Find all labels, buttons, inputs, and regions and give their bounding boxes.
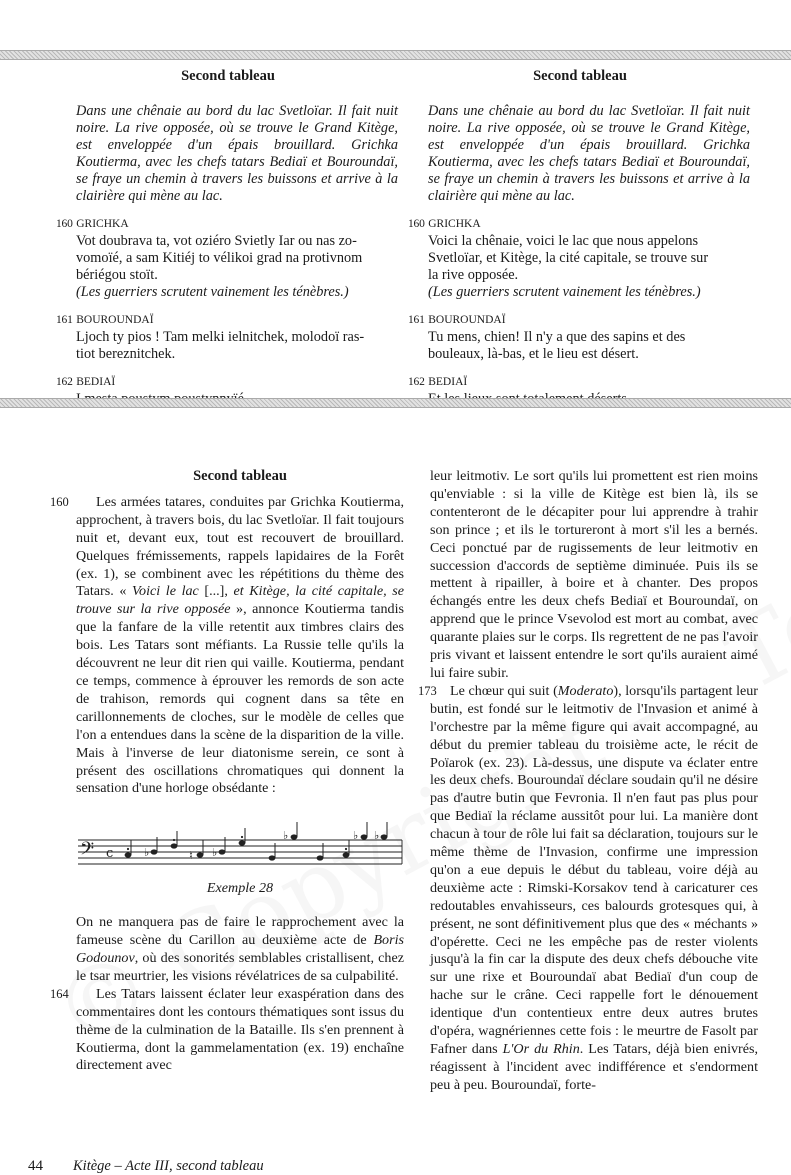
libretto-left-entry-160 xyxy=(56,215,400,301)
stage-direction-line: (Les guerriers scrutent vainement les ténèbres.) xyxy=(76,284,349,300)
sung-line: tiot bereznitchek. xyxy=(76,346,176,362)
margin-number: 173 xyxy=(418,683,437,698)
libretto-right-column xyxy=(408,68,752,408)
entry-number: 162 xyxy=(56,376,73,388)
sung-line: vomoïé, a sam Kitiéj to vélikoi grad na protivnom xyxy=(76,250,363,266)
libretto-right-entry-161 xyxy=(408,311,752,363)
sung-line: Tu mens, chien! Il n'y a que des sapins et des xyxy=(428,329,686,345)
libretto-right-stage-direction: Dans une chênaie au bord du lac Svetloïar. Il fait nuit noire. La rive opposée, où se trouve le Grand Kitège, est enveloppée d'un épais brouillard. Grichka Koutierma, avec les chefs tatars Bediaï et Bouroundaï, se fraye un chemin à travers les buissons et arrive à la clairière qui mène au lac. xyxy=(428,103,750,204)
sung-line: Svetloïar, et Kitège, la cité capitale, se trouve sur xyxy=(428,250,709,266)
speaker-name: GRICHKA xyxy=(76,218,129,230)
svg-text:♭: ♭ xyxy=(212,847,218,860)
sung-line: Voici la chênaie, voici le lac que nous appelons xyxy=(428,233,699,249)
speaker-name: BEDIAÏ xyxy=(428,376,468,388)
sung-line: la rive opposée. xyxy=(428,267,519,283)
sung-line: Ljoch ty pios ! Tam melki ielnitchek, molodoï ras- xyxy=(76,329,365,345)
commentary-paragraph-164: 164 Les Tatars laissent éclater leur exaspération dans des commentaires dont les contours thématiques sont issus du thème de la culmination de la Bataille. Ils s'en prennent à Koutierma, dont la gammelamentation (ex. 19) enchaîne directement avec xyxy=(76,986,404,1076)
commentary-paragraph-leitmotiv: leur leitmotiv. Le sort qu'ils lui promettent est rien moins qu'enviable : si la ville de Kitège est bien là, ils se contenteront de le décapiter pour lui apprendre à trahir son prince ; et ils le tortureront à mort s'il les a bernés. Ceci ponctué par de rugissements de leur leitmotiv en succession d'accords de septième diminuée. Puis ils se mettent à ripailler, à boire et à chanter. Des propos échangés entre les deux chefs Bediaï et Bouroundaï, on apprend que le prince Vsevolod est mort au combat, avec quarante plaies sur le corps. Ils regrettent de ne pas l'avoir pris vivant et laissent entendre le sort qu'ils auraient aimé lui faire subir. xyxy=(430,468,758,681)
svg-text:♮: ♮ xyxy=(189,850,193,863)
sung-line: bouleaux, là-bas, et le lieu est désert. xyxy=(428,346,639,362)
margin-number: 164 xyxy=(50,986,69,1001)
speaker-name: GRICHKA xyxy=(428,218,481,230)
commentary-paragraph-173: 173 Le chœur qui suit (Moderato), lorsqu'ils partagent leur butin, est fondé sur le leitmotiv de l'Invasion et animé à l'orchestre par la même figure qui avait accompagné, au début du premier tableau du troisième acte, le récit de Poïarok (ex. 23). Là-dessus, une dispute va éclater entre les deux chefs. Bouroundaï déclare soudain qu'il ne désire pas d'autre butin que Fevronia. Il n'en faut pas plus pour que Bediaï la réclame aussitôt pour lui. La manière dont chacun à tour de rôle lui fait sa déclaration, toujours sur le même thème de l'Invasion, confirme une impression qu'on a eue depuis le début du tableau, voire déjà au deuxième acte : Rimski-Korsakov tend à caricaturer ces redoutables envahisseurs, ces balourds grotesques qui, à présent, ne sont définitivement plus que des « méchants » d'opérette. Ceci ne les empêche pas de rester violents jusqu'à la fin car la dispute des deux chefs débouche vite sur une rixe et Bouroundaï abat Bediaï d'un coup de hache sur le crâne. Ceci rappelle fort le dénouement identique d'un contentieux entre deux autres brutes d'opéra, wagnériennes cette fois : le meurtre de Fasolt par Fafner dans L'Or du Rhin. Les Tatars, déjà bien enivrés, réagissent à l'incident avec indifférence et s'endorment peu à peu. Bouroundaï, forte- xyxy=(430,683,758,1095)
margin-number: 160 xyxy=(50,494,69,509)
libretto-left-heading: Second tableau xyxy=(181,68,275,84)
entry-number: 162 xyxy=(408,376,425,388)
svg-text:♭: ♭ xyxy=(144,847,150,860)
commentary-left-column xyxy=(50,468,404,1075)
libretto-right-heading: Second tableau xyxy=(533,68,627,84)
music-example-28 xyxy=(76,812,404,876)
music-staff-figure xyxy=(76,812,404,876)
page-number: 44 xyxy=(28,1158,43,1174)
page-footer xyxy=(28,1158,264,1175)
entry-number: 160 xyxy=(56,218,73,230)
libretto-right-entry-160 xyxy=(408,215,752,301)
sung-line: Vot doubrava ta, vot oziéro Svietly Iar ou nas zo- xyxy=(76,233,357,249)
speaker-name: BOUROUNDAÏ xyxy=(76,314,154,326)
svg-text:♭: ♭ xyxy=(283,830,289,843)
commentary-right-column xyxy=(418,468,758,1095)
libretto-left-stage-direction: Dans une chênaie au bord du lac Svetloïar. Il fait nuit noire. La rive opposée, où se trouve le Grand Kitège, est enveloppée d'un épais brouillard. Grichka Koutierma, avec les chefs tatars Bediaï et Bouroundaï, se fraye un chemin à travers les buissons et arrive à la clairière qui mène au lac. xyxy=(76,103,398,204)
bottom-divider-band xyxy=(0,398,791,408)
commentary-paragraph-boris: On ne manquera pas de faire le rapprochement avec la fameuse scène du Carillon au deuxième acte de Boris Godounov, où des sonorités semblables cristallisent, chez le tsar meurtrier, les visions révélatrices de sa culpabilité. xyxy=(76,914,404,984)
speaker-name: BEDIAÏ xyxy=(76,376,116,388)
stage-direction-line: (Les guerriers scrutent vainement les ténèbres.) xyxy=(428,284,701,300)
libretto-left-column xyxy=(56,68,400,408)
commentary-heading: Second tableau xyxy=(193,468,287,484)
svg-text:c: c xyxy=(106,846,114,862)
top-divider-band xyxy=(0,50,791,60)
svg-text:♭: ♭ xyxy=(374,830,380,843)
entry-number: 161 xyxy=(408,314,425,326)
svg-text:♭: ♭ xyxy=(353,830,359,843)
example-caption: Exemple 28 xyxy=(206,880,274,897)
running-title: Kitège – Acte III, second tableau xyxy=(73,1158,264,1174)
libretto-left-entry-161 xyxy=(56,311,400,363)
svg-text:𝄢: 𝄢 xyxy=(80,839,95,865)
commentary-paragraph-160: 160 Les armées tatares, conduites par Grichka Koutierma, approchent, à travers bois, du lac Svetloïar. Il fait toujours nuit et, devant eux, tout est recouvert de brouillard. Quelques frémissements, rappels lapidaires de la Forêt (ex. 1), se combinent avec les répétitions du thème des Tatars. « Voici le lac [...], et Kitège, la cité capitale, se trouve sur la rive opposée », annonce Koutierma tandis que la fanfare de la ville retentit aux timbres clairs des bois. Les Tatars sont méfiants. La Russie telle qu'ils la découvrent ne leur dit rien qui vaille. Koutierma, pendant ce temps, commence à éprouver les remords de son acte de trahison, remords qui cognent dans sa tête en carillonnements de cloches, sur le modèle de celles que l'on a entendues dans la scène de la disparition de la ville. Mais à l'inverse de leur diatonisme serein, ce sont à présent des oscillations chromatiques qui donnent la sensation d'une horloge obsédante : xyxy=(76,494,404,798)
speaker-name: BOUROUNDAÏ xyxy=(428,314,506,326)
entry-number: 160 xyxy=(408,218,425,230)
sung-line: bériégou stoït. xyxy=(76,267,158,283)
entry-number: 161 xyxy=(56,314,73,326)
